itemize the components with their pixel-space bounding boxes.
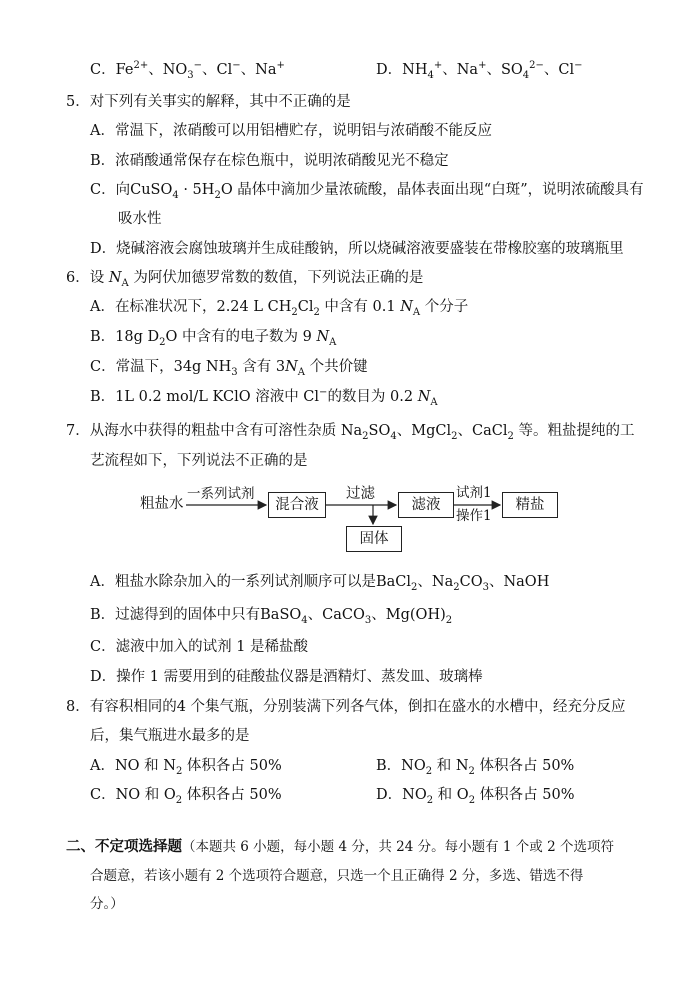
sup: − [193, 60, 203, 72]
sub: 2 [468, 765, 475, 777]
sub: A [329, 336, 337, 348]
sub: A [430, 396, 438, 408]
text: 、CaCO [307, 607, 365, 623]
flow-box-refined-salt: 精盐 [502, 492, 558, 518]
text: D．NH [376, 62, 428, 78]
sup: − [319, 387, 328, 399]
sub: 4 [172, 189, 179, 201]
italic: N [417, 389, 431, 405]
sub: 3 [231, 366, 238, 378]
text: 7．从海水中获得的粗盐中含有可溶性杂质 Na [66, 423, 363, 439]
sub: A [121, 277, 129, 289]
text: A．在标准状况下，2.24 L CH [90, 299, 292, 315]
flow-arrow3-top-label: 试剂1 [456, 485, 492, 501]
sub: 2 [468, 794, 476, 806]
text: 含有 3 [237, 359, 286, 375]
text: 、Cl [543, 62, 575, 78]
text: B．1L 0.2 mol/L KClO 溶液中 Cl [90, 389, 320, 405]
text: 体积各占 50% [182, 787, 282, 803]
text: SO [368, 423, 391, 439]
q8-option-a [90, 756, 282, 776]
italic: N [108, 270, 122, 286]
sub: 2 [362, 430, 369, 442]
section2-title: 二、不定项选择题 [66, 838, 182, 855]
flow-box-filtrate: 滤液 [398, 492, 454, 518]
sub: 2 [291, 306, 298, 318]
flow-box-solid: 固体 [346, 526, 402, 552]
sub: 2 [451, 430, 458, 442]
q5-option-c-cont: 吸水性 [118, 211, 162, 227]
text: 体积各占 50% [475, 787, 575, 803]
text: O 中含有的电子数为 9 [165, 329, 317, 345]
section2-note-line2: 合题意，若该小题有 2 个选项符合题意，只选一个且正确得 2 分，多选、错选不得 [90, 868, 584, 884]
flow-box-mixture: 混合液 [268, 492, 326, 518]
flow-arrow3-bottom-label: 操作1 [456, 508, 492, 524]
text: C．NO 和 O [90, 787, 176, 803]
sub: 2 [411, 581, 418, 593]
sub: 3 [482, 581, 489, 593]
text: O 晶体中滴加少量浓硫酸，晶体表面出现“白斑”，说明浓硫酸具有 [220, 182, 644, 198]
sub: 2 [175, 794, 183, 806]
text: 6．设 [66, 270, 109, 286]
text: D．NO [376, 787, 427, 803]
text: A．粗盐水除杂加入的一系列试剂顺序可以是BaCl [90, 574, 412, 590]
sub: 2 [214, 189, 221, 201]
text: 的数目为 0.2 [327, 389, 418, 405]
sub: A [297, 366, 306, 378]
text: 为阿伏加德罗常数的数值，下列说法正确的是 [128, 270, 424, 286]
text: 和 N [432, 758, 469, 774]
sub: 3 [187, 69, 194, 81]
sup: 2− [529, 60, 544, 72]
text: 、NaOH [488, 574, 550, 590]
sub: 2 [425, 765, 433, 777]
text: 、Na [417, 574, 454, 590]
text: 中含有 0.1 [319, 299, 401, 315]
sup: + [433, 60, 443, 72]
text: 、CaCl [457, 423, 508, 439]
text: B．NO [376, 758, 426, 774]
section2-note-line3: 分。） [90, 896, 124, 912]
sub: 2 [175, 765, 183, 777]
text: C．Fe [90, 62, 134, 78]
q7-option-d: D．操作 1 需要用到的硅酸盐仪器是酒精灯、蒸发皿、玻璃棒 [90, 669, 483, 685]
text: 、Cl [202, 62, 233, 78]
text: B．过滤得到的固体中只有BaSO [90, 607, 302, 623]
q8-option-d [376, 785, 575, 805]
sub: 2 [507, 430, 514, 442]
text: 和 O [433, 787, 469, 803]
text: 、NO [148, 62, 188, 78]
q8-option-b [376, 756, 574, 776]
text: 个分子 [420, 299, 469, 315]
sup: + [478, 60, 487, 72]
text: B．18g D [90, 329, 160, 345]
sub: 4 [522, 69, 530, 81]
text: 、Na [240, 62, 277, 78]
q8-option-c [90, 785, 282, 805]
text: 体积各占 50% [182, 758, 282, 774]
q5-stem: 5．对下列有关事实的解释，其中不正确的是 [66, 94, 351, 110]
q8-stem-line2: 后，集气瓶进水最多的是 [90, 728, 250, 744]
q5-option-b: B．浓硝酸通常保存在棕色瓶中，说明浓硝酸见光不稳定 [90, 153, 449, 169]
text: Cl [297, 299, 314, 315]
text: 、Na [442, 62, 479, 78]
q5-option-a: A．常温下，浓硝酸可以用铝槽贮存，说明铝与浓硝酸不能反应 [90, 123, 492, 139]
section2-note: （本题共 6 小题，每小题 4 分，共 24 分。每小题有 1 个或 2 个选项符 [182, 839, 614, 855]
sub: 2 [445, 614, 453, 626]
sub: 4 [427, 69, 434, 81]
text: 、SO [486, 62, 523, 78]
text: 、MgCl [396, 423, 452, 439]
text: 、Mg(OH) [371, 607, 446, 623]
flow-start-label: 粗盐水 [140, 496, 184, 512]
q5-option-d: D．烧碱溶液会腐蚀玻璃并生成硅酸钠，所以烧碱溶液要盛装在带橡胶塞的玻璃瓶里 [90, 241, 624, 257]
italic: N [285, 359, 298, 375]
text: · 5H [178, 182, 215, 198]
sub: 3 [364, 614, 372, 626]
text: A．NO 和 N [90, 758, 176, 774]
italic: N [400, 299, 413, 315]
sub: 2 [313, 306, 320, 318]
sup: 2+ [133, 60, 149, 72]
q8-stem-line1: 8．有容积相同的4 个集气瓶，分别装满下列各气体，倒扣在盛水的水槽中，经充分反应 [66, 699, 626, 715]
q7-option-a [90, 572, 549, 592]
italic: N [316, 329, 330, 345]
text: 等。粗盐提纯的工 [513, 423, 635, 439]
text: CO [459, 574, 483, 590]
sub: 4 [390, 430, 397, 442]
sub: 2 [159, 336, 166, 348]
sub: 4 [301, 614, 308, 626]
q7-stem-line2: 艺流程如下，下列说法不正确的是 [90, 453, 308, 469]
q7-option-c: C．滤液中加入的试剂 1 是稀盐酸 [90, 639, 309, 655]
q7-option-b [90, 605, 452, 625]
sub: 2 [426, 794, 434, 806]
sub: 2 [453, 581, 460, 593]
sup: − [574, 60, 583, 72]
flow-arrow1-label: 一系列试剂 [187, 486, 255, 502]
sub: A [412, 306, 421, 318]
sup: + [276, 60, 285, 72]
sup: − [232, 60, 241, 72]
text: C．向CuSO [90, 182, 173, 198]
flow-arrow2-label: 过滤 [346, 486, 375, 502]
text: 个共价键 [305, 359, 368, 375]
text: C．常温下，34g NH [90, 359, 232, 375]
text: 体积各占 50% [474, 758, 575, 774]
section2-heading [66, 837, 614, 857]
